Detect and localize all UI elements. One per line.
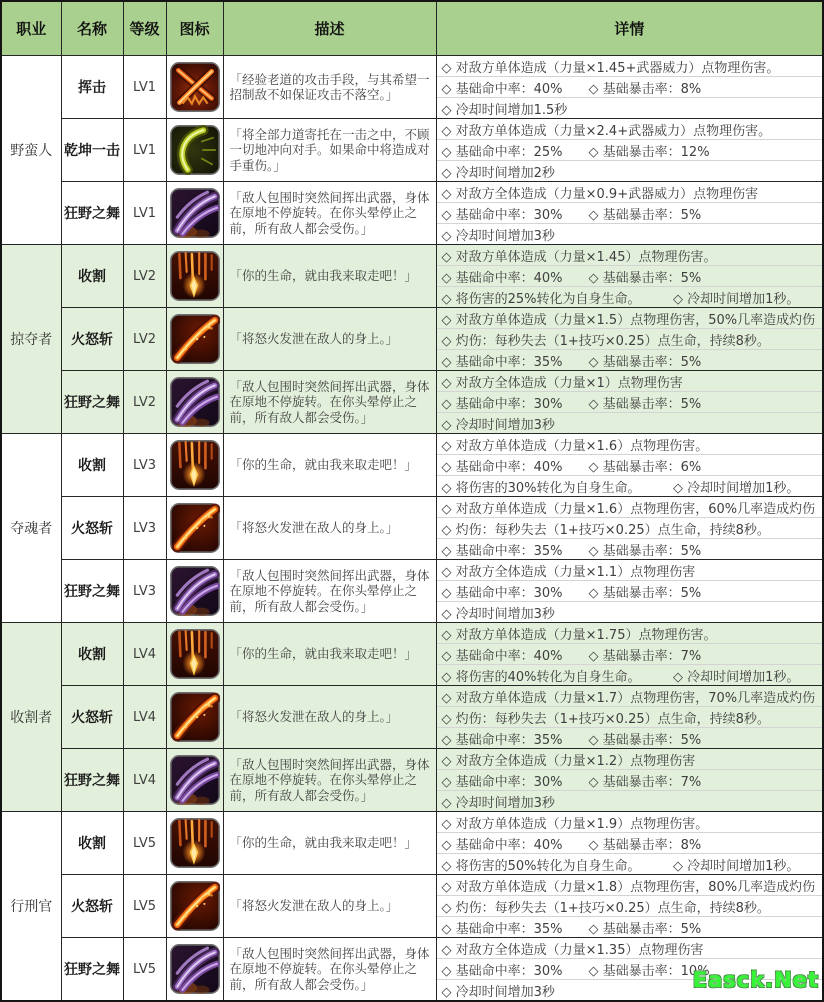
skill-level: LV3 bbox=[123, 497, 166, 560]
skill-detail-line: ◇ 对敌方单体造成（力量×1.45+武器威力）点物理伤害。 bbox=[441, 60, 780, 76]
harvest-icon bbox=[170, 251, 220, 301]
skill-row bbox=[1, 875, 823, 938]
skill-detail-line: ◇ 基础命中率：30% ◇ 基础暴击率：5% bbox=[437, 580, 823, 601]
skill-detail-line: ◇ 冷却时间增加3秒 bbox=[437, 790, 823, 811]
skill-row bbox=[1, 434, 823, 497]
skill-table-body bbox=[1, 56, 823, 1002]
skill-row bbox=[1, 308, 823, 371]
skill-row bbox=[1, 497, 823, 560]
fire-slash-icon bbox=[170, 503, 220, 553]
table-header bbox=[1, 1, 823, 56]
skill-details-cell bbox=[436, 497, 823, 560]
skill-details-cell bbox=[436, 245, 823, 308]
skill-detail-line: ◇ 对敌方单体造成（力量×1.7）点物理伤害，70%几率造成灼伤 bbox=[441, 690, 816, 706]
skill-row bbox=[1, 623, 823, 686]
skill-name: 乾坤一击 bbox=[61, 119, 123, 182]
skill-row bbox=[1, 245, 823, 308]
skill-level: LV3 bbox=[123, 434, 166, 497]
col-header-details: 详情 bbox=[436, 1, 823, 56]
skill-icon-cell bbox=[166, 497, 223, 560]
skill-detail-line: ◇ 基础命中率：40% ◇ 基础暴击率：5% bbox=[437, 265, 823, 286]
skill-row bbox=[1, 812, 823, 875]
skill-details-cell bbox=[436, 434, 823, 497]
skill-detail-line: ◇ 对敌方全体造成（力量×1）点物理伤害 bbox=[441, 375, 683, 391]
skill-icon-cell bbox=[166, 812, 223, 875]
skill-description: 「将怒火发泄在敌人的身上。」 bbox=[223, 308, 436, 371]
skill-detail-line: ◇ 将伤害的25%转化为自身生命。 ◇ 冷却时间增加1秒。 bbox=[437, 286, 823, 307]
skill-level: LV2 bbox=[123, 371, 166, 434]
fire-slash-icon bbox=[170, 881, 220, 931]
header-row bbox=[1, 1, 823, 56]
skill-detail-line: ◇ 将伤害的40%转化为自身生命。 ◇ 冷却时间增加1秒。 bbox=[437, 664, 823, 685]
skill-detail-line: ◇ 冷却时间增加3秒 bbox=[437, 601, 823, 622]
wild-dance-icon bbox=[170, 377, 220, 427]
skill-level: LV1 bbox=[123, 56, 166, 119]
skill-detail-line: ◇ 基础命中率：35% ◇ 基础暴击率：5% bbox=[437, 916, 823, 937]
skill-name: 狂野之舞 bbox=[61, 560, 123, 623]
class-name-cell: 收割者 bbox=[1, 623, 61, 812]
watermark: Easck.Net bbox=[692, 968, 819, 992]
skill-description: 「敌人包围时突然间挥出武器，身体在原地不停旋转。在你头晕停止之前，所有敌人都会受伤。」 bbox=[223, 938, 436, 1002]
skill-row bbox=[1, 371, 823, 434]
skill-name: 收割 bbox=[61, 245, 123, 308]
skill-name: 狂野之舞 bbox=[61, 938, 123, 1002]
skill-detail-line: ◇ 基础命中率：40% ◇ 基础暴击率：7% bbox=[437, 643, 823, 664]
skill-description: 「你的生命，就由我来取走吧！」 bbox=[223, 434, 436, 497]
skill-icon-cell bbox=[166, 623, 223, 686]
skill-detail-line: ◇ 对敌方全体造成（力量×0.9+武器威力）点物理伤害 bbox=[441, 186, 759, 202]
skill-detail-line: ◇ 对敌方单体造成（力量×1.9）点物理伤害。 bbox=[441, 816, 709, 832]
skill-details-cell bbox=[436, 686, 823, 749]
fire-slash-icon bbox=[170, 314, 220, 364]
skill-row bbox=[1, 686, 823, 749]
skill-detail-line: ◇ 基础命中率：30% ◇ 基础暴击率：5% bbox=[437, 391, 823, 412]
skill-level: LV5 bbox=[123, 938, 166, 1002]
wild-dance-icon bbox=[170, 188, 220, 238]
skill-detail-line: ◇ 对敌方全体造成（力量×1.35）点物理伤害 bbox=[441, 942, 704, 958]
skill-detail-line: ◇ 对敌方单体造成（力量×1.6）点物理伤害，60%几率造成灼伤 bbox=[441, 501, 816, 517]
skill-name: 火怒斩 bbox=[61, 497, 123, 560]
fire-slash-icon bbox=[170, 692, 220, 742]
skill-level: LV4 bbox=[123, 623, 166, 686]
skill-icon-cell bbox=[166, 875, 223, 938]
class-name-cell: 夺魂者 bbox=[1, 434, 61, 623]
skill-name: 收割 bbox=[61, 623, 123, 686]
skill-detail-line: ◇ 基础命中率：40% ◇ 基础暴击率：8% bbox=[437, 832, 823, 853]
skill-level: LV2 bbox=[123, 245, 166, 308]
skill-details-cell bbox=[436, 119, 823, 182]
skill-details-cell bbox=[436, 623, 823, 686]
skill-detail-line: ◇ 将伤害的30%转化为自身生命。 ◇ 冷却时间增加1秒。 bbox=[437, 475, 823, 496]
skill-detail-line: ◇ 对敌方单体造成（力量×1.45）点物理伤害。 bbox=[441, 249, 717, 265]
skill-row bbox=[1, 56, 823, 119]
skill-description: 「你的生命，就由我来取走吧！」 bbox=[223, 623, 436, 686]
skill-detail-line: ◇ 对敌方单体造成（力量×1.6）点物理伤害。 bbox=[441, 438, 709, 454]
skill-level: LV4 bbox=[123, 749, 166, 812]
skill-detail-line: ◇ 灼伤：每秒失去（1+技巧×0.25）点生命，持续8秒。 bbox=[437, 328, 823, 349]
skill-level: LV4 bbox=[123, 686, 166, 749]
skill-detail-line: ◇ 灼伤：每秒失去（1+技巧×0.25）点生命，持续8秒。 bbox=[437, 706, 823, 727]
skill-detail-line: ◇ 灼伤：每秒失去（1+技巧×0.25）点生命，持续8秒。 bbox=[437, 895, 823, 916]
skill-details-cell bbox=[436, 875, 823, 938]
skill-detail-line: ◇ 对敌方单体造成（力量×2.4+武器威力）点物理伤害。 bbox=[441, 123, 772, 139]
skill-detail-line: ◇ 冷却时间增加3秒 bbox=[437, 223, 823, 244]
skill-icon-cell bbox=[166, 371, 223, 434]
class-name-cell: 行刑官 bbox=[1, 812, 61, 1002]
skill-icon-cell bbox=[166, 560, 223, 623]
skill-details-cell bbox=[436, 560, 823, 623]
skill-detail-line: ◇ 对敌方单体造成（力量×1.8）点物理伤害，80%几率造成灼伤 bbox=[441, 879, 816, 895]
skill-detail-line: ◇ 对敌方单体造成（力量×1.5）点物理伤害，50%几率造成灼伤 bbox=[441, 312, 816, 328]
wild-dance-icon bbox=[170, 755, 220, 805]
skill-row bbox=[1, 182, 823, 245]
skill-name: 狂野之舞 bbox=[61, 182, 123, 245]
skill-details-cell bbox=[436, 371, 823, 434]
skill-detail-line: ◇ 对敌方全体造成（力量×1.1）点物理伤害 bbox=[441, 564, 696, 580]
skill-detail-line: ◇ 冷却时间增加2秒 bbox=[437, 160, 823, 181]
skill-details-cell bbox=[436, 749, 823, 812]
skill-description: 「敌人包围时突然间挥出武器，身体在原地不停旋转。在你头晕停止之前，所有敌人都会受伤。」 bbox=[223, 182, 436, 245]
skill-level: LV1 bbox=[123, 182, 166, 245]
skill-description: 「经验老道的攻击手段，与其希望一招制敌不如保证攻击不落空。」 bbox=[223, 56, 436, 119]
skill-description: 「敌人包围时突然间挥出武器，身体在原地不停旋转。在你头晕停止之前，所有敌人都会受伤。」 bbox=[223, 749, 436, 812]
col-header-name: 名称 bbox=[61, 1, 123, 56]
skill-description: 「将全部力道寄托在一击之中，不顾一切地冲向对手。如果命中将造成对手重伤。」 bbox=[223, 119, 436, 182]
skill-level: LV3 bbox=[123, 560, 166, 623]
skill-detail-line: ◇ 基础命中率：35% ◇ 基础暴击率：5% bbox=[437, 349, 823, 370]
skill-icon-cell bbox=[166, 686, 223, 749]
skill-row bbox=[1, 560, 823, 623]
skill-description: 「敌人包围时突然间挥出武器，身体在原地不停旋转。在你头晕停止之前，所有敌人都会受伤。」 bbox=[223, 560, 436, 623]
skill-name: 挥击 bbox=[61, 56, 123, 119]
skill-details-cell bbox=[436, 812, 823, 875]
skill-detail-line: ◇ 对敌方全体造成（力量×1.2）点物理伤害 bbox=[441, 753, 696, 769]
col-header-desc: 描述 bbox=[223, 1, 436, 56]
skill-description: 「将怒火发泄在敌人的身上。」 bbox=[223, 497, 436, 560]
skill-icon-cell bbox=[166, 245, 223, 308]
skill-level: LV1 bbox=[123, 119, 166, 182]
skill-icon-cell bbox=[166, 749, 223, 812]
col-header-level: 等级 bbox=[123, 1, 166, 56]
harvest-icon bbox=[170, 440, 220, 490]
skill-icon-cell bbox=[166, 182, 223, 245]
skill-row bbox=[1, 119, 823, 182]
skill-name: 收割 bbox=[61, 434, 123, 497]
skill-details-cell bbox=[436, 56, 823, 119]
skill-detail-line: ◇ 基础命中率：40% ◇ 基础暴击率：6% bbox=[437, 454, 823, 475]
col-header-icon: 图标 bbox=[166, 1, 223, 56]
skill-row bbox=[1, 749, 823, 812]
skill-details-cell bbox=[436, 182, 823, 245]
skill-detail-line: ◇ 对敌方单体造成（力量×1.75）点物理伤害。 bbox=[441, 627, 717, 643]
skill-detail-line: ◇ 基础命中率：30% ◇ 基础暴击率：7% bbox=[437, 769, 823, 790]
col-header-class: 职业 bbox=[1, 1, 61, 56]
slash-cross-icon bbox=[170, 62, 220, 112]
wild-dance-icon bbox=[170, 944, 220, 994]
skill-description: 「敌人包围时突然间挥出武器，身体在原地不停旋转。在你头晕停止之前，所有敌人都会受伤。」 bbox=[223, 371, 436, 434]
harvest-icon bbox=[170, 818, 220, 868]
skill-detail-line: ◇ 冷却时间增加3秒 bbox=[437, 412, 823, 433]
skill-name: 狂野之舞 bbox=[61, 371, 123, 434]
skill-details-cell bbox=[436, 308, 823, 371]
wild-dance-icon bbox=[170, 566, 220, 616]
skill-detail-line: ◇ 基础命中率：40% ◇ 基础暴击率：8% bbox=[437, 76, 823, 97]
skill-detail-line: ◇ 基础命中率：30% ◇ 基础暴击率：5% bbox=[437, 202, 823, 223]
skill-icon-cell bbox=[166, 938, 223, 1002]
class-name-cell: 掠夺者 bbox=[1, 245, 61, 434]
skill-icon-cell bbox=[166, 56, 223, 119]
skill-name: 火怒斩 bbox=[61, 308, 123, 371]
skill-level: LV2 bbox=[123, 308, 166, 371]
skill-icon-cell bbox=[166, 434, 223, 497]
skill-detail-line: ◇ 灼伤：每秒失去（1+技巧×0.25）点生命，持续8秒。 bbox=[437, 517, 823, 538]
skill-name: 狂野之舞 bbox=[61, 749, 123, 812]
skill-name: 火怒斩 bbox=[61, 686, 123, 749]
skill-detail-line: ◇ 基础命中率：30% ◇ 基础暴击率：10% bbox=[437, 958, 823, 979]
skill-detail-line: ◇ 基础命中率：25% ◇ 基础暴击率：12% bbox=[437, 139, 823, 160]
skill-detail-line: ◇ 冷却时间增加1.5秒 bbox=[437, 97, 823, 118]
skill-description: 「你的生命，就由我来取走吧！」 bbox=[223, 245, 436, 308]
skill-description: 「将怒火发泄在敌人的身上。」 bbox=[223, 875, 436, 938]
skill-icon-cell bbox=[166, 308, 223, 371]
skill-name: 收割 bbox=[61, 812, 123, 875]
skill-detail-line: ◇ 基础命中率：35% ◇ 基础暴击率：5% bbox=[437, 727, 823, 748]
class-name-cell: 野蛮人 bbox=[1, 56, 61, 245]
skill-level: LV5 bbox=[123, 812, 166, 875]
skill-icon-cell bbox=[166, 119, 223, 182]
skill-level: LV5 bbox=[123, 875, 166, 938]
skill-detail-line: ◇ 将伤害的50%转化为自身生命。 ◇ 冷却时间增加1秒。 bbox=[437, 853, 823, 874]
skill-description: 「将怒火发泄在敌人的身上。」 bbox=[223, 686, 436, 749]
skill-description: 「你的生命，就由我来取走吧！」 bbox=[223, 812, 436, 875]
skill-detail-line: ◇ 基础命中率：35% ◇ 基础暴击率：5% bbox=[437, 538, 823, 559]
skill-name: 火怒斩 bbox=[61, 875, 123, 938]
harvest-icon bbox=[170, 629, 220, 679]
skill-detail-line: ◇ 冷却时间增加3秒 bbox=[437, 979, 823, 1000]
crescent-strike-icon bbox=[170, 125, 220, 175]
